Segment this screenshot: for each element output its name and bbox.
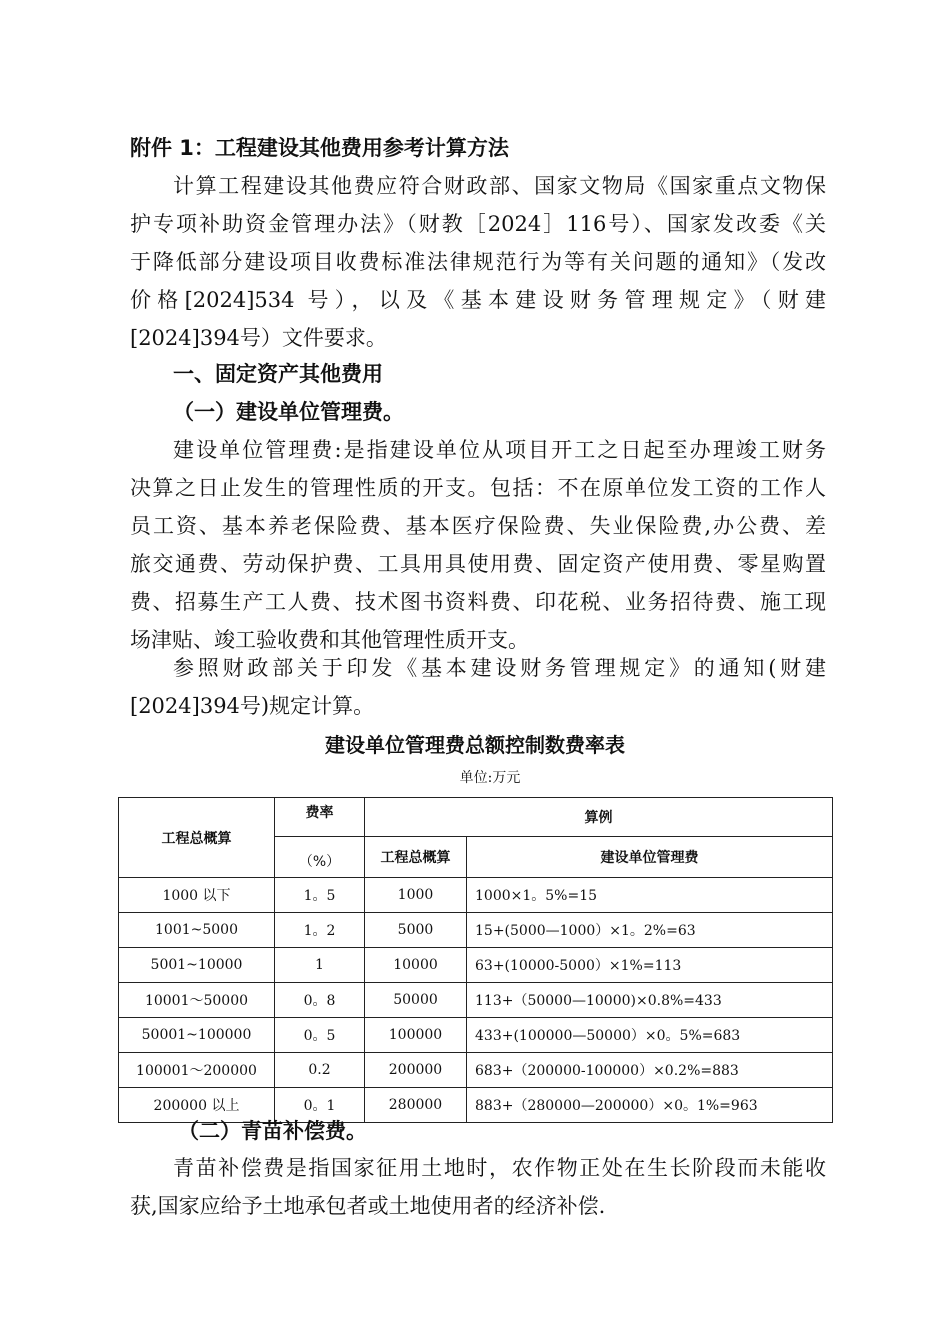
intro-line: 价格[2024]534 号），以及《基本建设财务管理规定》（财建 [130,288,826,312]
header-example-total: 工程总概算 [365,837,467,878]
header-rate: 费率 [275,798,365,837]
cell-calc: 113+（50000—10000)×0.8%=433 [467,983,833,1018]
body-line: 旅交通费、劳动保护费、工具用具使用费、固定资产使用费、零星购置 [130,552,826,576]
body-line: 决算之日止发生的管理性质的开支。包括：不在原单位发工资的工作人 [130,476,826,500]
cell-calc: 883+（280000—200000）×0。1%=963 [467,1088,833,1123]
body-line: 场津贴、竣工验收费和其他管理性质开支。 [130,628,529,652]
body-line: 青苗补偿费是指国家征用土地时，农作物正处在生长阶段而未能收 [173,1156,826,1180]
cell-range: 1001~5000 [119,913,275,948]
cell-calc: 683+（200000-100000）×0.2%=883 [467,1053,833,1088]
subsection-heading: （二）青苗补偿费。 [178,1119,367,1143]
cell-range: 10001～50000 [119,983,275,1018]
cell-total: 1000 [365,878,467,913]
reference-line: [2024]394号)规定计算。 [130,694,375,718]
cell-range: 200000 以上 [119,1088,275,1123]
intro-line: 于降低部分建设项目收费标准法律规范行为等有关问题的通知》（发改 [130,250,826,274]
reference-line: 参照财政部关于印发《基本建设财务管理规定》的通知(财建 [173,656,826,680]
cell-calc: 433+(100000—50000）×0。5%=683 [467,1018,833,1053]
cell-total: 280000 [365,1088,467,1123]
cell-range: 5001~10000 [119,948,275,983]
header-rate-unit: （%） [275,837,365,878]
cell-rate: 0。8 [275,983,365,1018]
cell-rate: 0.2 [275,1053,365,1088]
header-example: 算例 [365,798,833,837]
cell-total: 50000 [365,983,467,1018]
cell-calc: 15+(5000—1000）×1。2%=63 [467,913,833,948]
cell-range: 1000 以下 [119,878,275,913]
cell-range: 100001～200000 [119,1053,275,1088]
cell-calc: 63+(10000-5000）×1%=113 [467,948,833,983]
table-row [119,1018,833,1053]
fee-rate-table [118,797,833,1123]
intro-line: [2024]394号）文件要求。 [130,326,387,350]
intro-line: 计算工程建设其他费应符合财政部、国家文物局《国家重点文物保 [173,174,826,198]
table-row [119,948,833,983]
attachment-heading: 附件 1：工程建设其他费用参考计算方法 [130,136,509,160]
cell-total: 10000 [365,948,467,983]
cell-total: 5000 [365,913,467,948]
header-total: 工程总概算 [119,798,275,878]
table-unit: 单位:万元 [459,770,521,786]
table-title: 建设单位管理费总额控制数费率表 [325,733,625,757]
table-row [119,1053,833,1088]
subsection-heading: （一）建设单位管理费。 [173,400,404,424]
intro-line: 护专项补助资金管理办法》（财教［2024］116号）、国家发改委《关 [130,212,826,236]
cell-total: 100000 [365,1018,467,1053]
body-line: 员工资、基本养老保险费、基本医疗保险费、失业保险费,办公费、差 [130,514,826,538]
body-line: 获,国家应给予土地承包者或土地使用者的经济补偿. [130,1194,606,1218]
cell-total: 200000 [365,1053,467,1088]
cell-rate: 1 [275,948,365,983]
section-heading: 一、固定资产其他费用 [173,362,383,386]
cell-rate: 1。2 [275,913,365,948]
table-row [119,913,833,948]
cell-calc: 1000×1。5%=15 [467,878,833,913]
cell-rate: 1。5 [275,878,365,913]
cell-rate: 0。5 [275,1018,365,1053]
table-row [119,878,833,913]
table-row [119,983,833,1018]
cell-rate: 0。1 [275,1088,365,1123]
body-line: 建设单位管理费:是指建设单位从项目开工之日起至办理竣工财务 [173,438,826,462]
body-line: 费、招募生产工人费、技术图书资料费、印花税、业务招待费、施工现 [130,590,826,614]
header-example-fee: 建设单位管理费 [467,837,833,878]
cell-range: 50001~100000 [119,1018,275,1053]
